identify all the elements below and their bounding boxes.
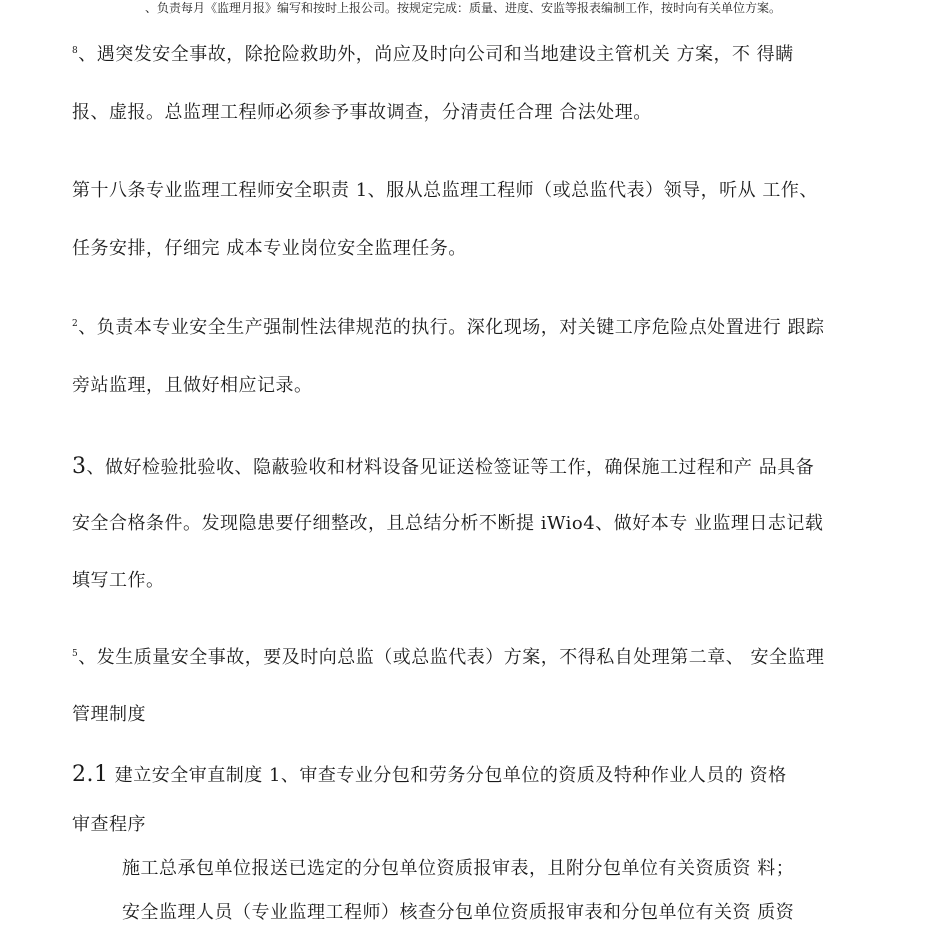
sub-item-1: 施工总承包单位报送已选定的分包单位资质报审表，且附分包单位有关资质资 料； — [122, 858, 795, 879]
section-2-1-line-1 — [72, 764, 787, 787]
paragraph-2-text-1: 、负责本专业安全生产强制性法律规范的执行。深化现场，对关键工序危险点处置进行 跟踪 — [78, 317, 825, 338]
paragraph-5-text-1: 、发生质量安全事故，要及时向总监（或总监代表）方案，不得私自处理第二章、 安全监理 — [78, 647, 825, 668]
paragraph-2-line-1 — [72, 317, 824, 339]
paragraph-2-line-2: 旁站监理，且做好相应记录。 — [72, 375, 313, 396]
item-number-5: 5 — [72, 649, 79, 659]
section-2-1-line-2: 审查程序 — [72, 814, 146, 835]
item-number-8: 8 — [72, 46, 79, 56]
paragraph-3-line-1 — [72, 456, 814, 479]
paragraph-8-line-1 — [72, 44, 794, 66]
paragraph-5-line-2: 管理制度 — [72, 704, 146, 725]
header-note: 、负责每月《监理月报》编写和按时上报公司。按规定完成：质量、进度、安监等报表编制工作，按时向有关单位方案。 — [145, 1, 782, 15]
section-number-2-1: 2.1 — [72, 762, 109, 787]
paragraph-3-line-2: 安全合格条件。发现隐患要仔细整改，且总结分析不断提 iWio4、做好本专 业监理日志记载 — [72, 513, 824, 534]
article-18-line-1: 第十八条专业监理工程师安全职责 1、服从总监理工程师（或总监代表）领导，听从 工作、 — [72, 180, 818, 201]
paragraph-3-text-1: 、做好检验批验收、隐蔽验收和材料设备见证送检签证等工作，确保施工过程和产 品具备 — [86, 457, 815, 478]
section-2-1-text-1: 建立安全审直制度 1、审查专业分包和劳务分包单位的资质及特种作业人员的 资格 — [108, 765, 787, 786]
paragraph-3-line-3: 填写工作。 — [72, 570, 165, 591]
article-18-line-2: 任务安排，仔细完 成本专业岗位安全监理任务。 — [72, 238, 467, 259]
paragraph-8-text-1: 、遇突发安全事故，除抢险救助外，尚应及时向公司和当地建设主管机关 方案，不 得瞒 — [78, 44, 794, 65]
item-number-3: 3 — [72, 454, 87, 479]
sub-item-2: 安全监理人员（专业监理工程师）核查分包单位资质报审表和分包单位有关资 质资 — [122, 902, 795, 923]
paragraph-8-line-2: 报、虚报。总监理工程师必须参予事故调查，分清责任合理 合法处理。 — [72, 102, 652, 123]
item-number-2: 2 — [72, 319, 79, 329]
paragraph-5-line-1 — [72, 647, 824, 669]
